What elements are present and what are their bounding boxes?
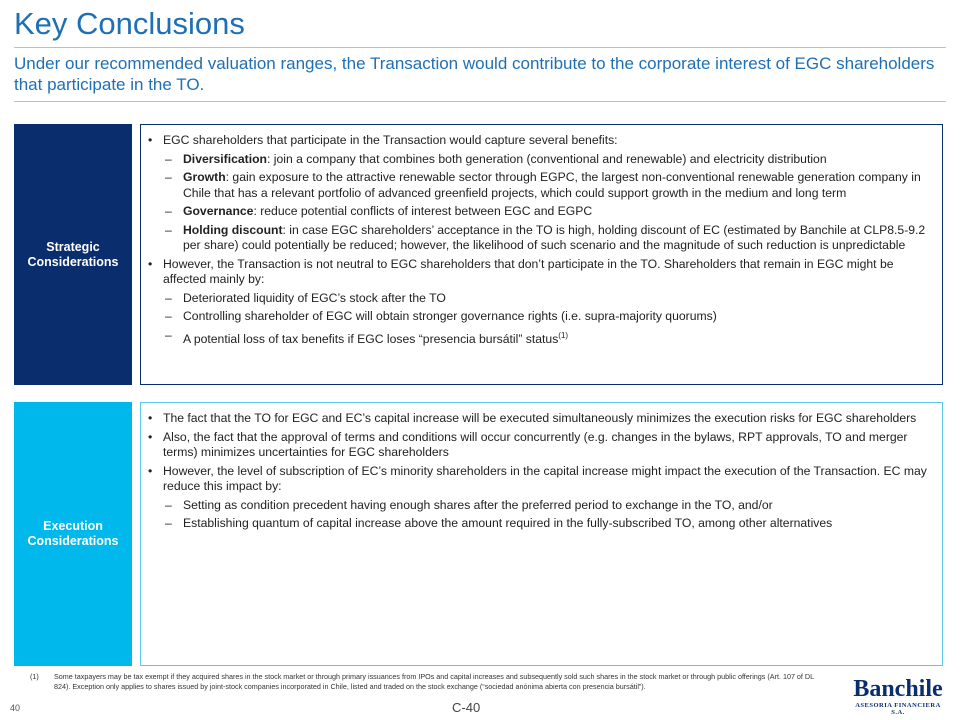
subtitle-divider [14, 101, 946, 102]
document-code: C-40 [452, 700, 481, 715]
footnote-text: Some taxpayers may be tax exempt if they acquired shares in the stock market or through primary issuances from IPOs and capital increases and subsequently sold such shares in the stock market or through public offerings (Art. 107 of DL 824). Exception only applies to shares issued by joint-stock companies incorporated in Chile, listed and traded on the stock exchange (“sociedad anónima abierta con presencia bursátil”). [54, 672, 814, 691]
execution-label-text: Execution Considerations [27, 519, 119, 548]
execution-bullet-1: • The fact that the TO for EGC and EC’s capital increase will be executed simultaneously minimizes the execution risks for EGC shareholders [147, 411, 936, 427]
execution-dash-1: – Setting as condition precedent having enough shares after the preferred period to exchange in the TO, and/or [147, 498, 936, 514]
strategic-label-text: Strategic Considerations [27, 239, 119, 269]
text-tax-benefits: A potential loss of tax benefits if EGC loses “presencia bursátil” status [183, 331, 559, 346]
strategic-dash-liquidity: – Deteriorated liquidity of EGC’s stock after the TO [147, 291, 936, 307]
execution-considerations-label [14, 402, 132, 666]
text-governance: : reduce potential conflicts of interest between EGC and EGPC [253, 204, 593, 218]
text-holding-discount: : in case EGC shareholders’ acceptance in the TO is high, holding discount of EC (estimated by Banchile at CLP8.5-9.2 per share) could potentially be reduced; however, the likelihood of such scenario and the magnitude of such reduction is unpredictable [183, 222, 926, 252]
logo-subtitle: ASESORIA FINANCIERA S.A. [855, 702, 941, 716]
term-holding-discount: Holding discount [183, 222, 283, 237]
banchile-logo [850, 676, 946, 716]
logo-name: Banchile [853, 676, 943, 702]
execution-bullet-2: • Also, the fact that the approval of terms and conditions will occur concurrently (e.g. changes in the bylaws, RPT approvals, TO and merger terms) minimizes uncertainties for EGC shareholders [147, 430, 936, 461]
strategic-dash-holding-discount [147, 223, 936, 254]
page-number: 40 [10, 703, 21, 713]
text-growth: : gain exposure to the attractive renewable sector through EGPC, the largest non-conventional renewable generation company in Chile that has a relevant portfolio of advanced greenfield projects, which could support growth in the medium and long term [183, 170, 921, 200]
strategic-dash-governance [147, 204, 936, 220]
term-governance: Governance [183, 204, 254, 218]
strategic-dash-tax-benefits [147, 328, 936, 348]
execution-bullet-3: • However, the level of subscription of EC’s minority shareholders in the capital increase might impact the execution of the Transaction. EC may reduce this impact by: [147, 464, 936, 495]
page-subtitle: Under our recommended valuation ranges, the Transaction would contribute to the corporate interest of EGC shareholders that participate in the TO. [14, 54, 935, 94]
execution-considerations-box [140, 402, 943, 666]
execution-dash-2: – Establishing quantum of capital increase above the amount required in the fully-subscribed TO, among other alternatives [147, 516, 936, 532]
text-diversification: : join a company that combines both generation (conventional and renewable) and electricity distribution [267, 151, 827, 166]
strategic-dash-diversification [147, 152, 936, 168]
strategic-bullet-1: • EGC shareholders that participate in the Transaction would capture several benefits: [147, 133, 936, 149]
strategic-dash-controlling-shareholder: – Controlling shareholder of EGC will obtain stronger governance rights (i.e. supra-majority quorums) [147, 309, 936, 325]
term-diversification: Diversification [183, 151, 267, 166]
strategic-dash-growth [147, 170, 936, 201]
title-divider [14, 47, 946, 48]
strategic-bullet-2: • However, the Transaction is not neutral to EGC shareholders that don’t participate in the TO. Shareholders that remain in EGC might be affected mainly by: [147, 257, 936, 288]
footnote-ref: (1) [558, 330, 569, 340]
strategic-considerations-label [14, 124, 132, 385]
footnote-number: (1) [30, 672, 39, 681]
footnote [30, 672, 820, 692]
strategic-considerations-box [140, 124, 943, 385]
term-growth: Growth [183, 170, 226, 184]
page-title: Key Conclusions [14, 6, 245, 41]
